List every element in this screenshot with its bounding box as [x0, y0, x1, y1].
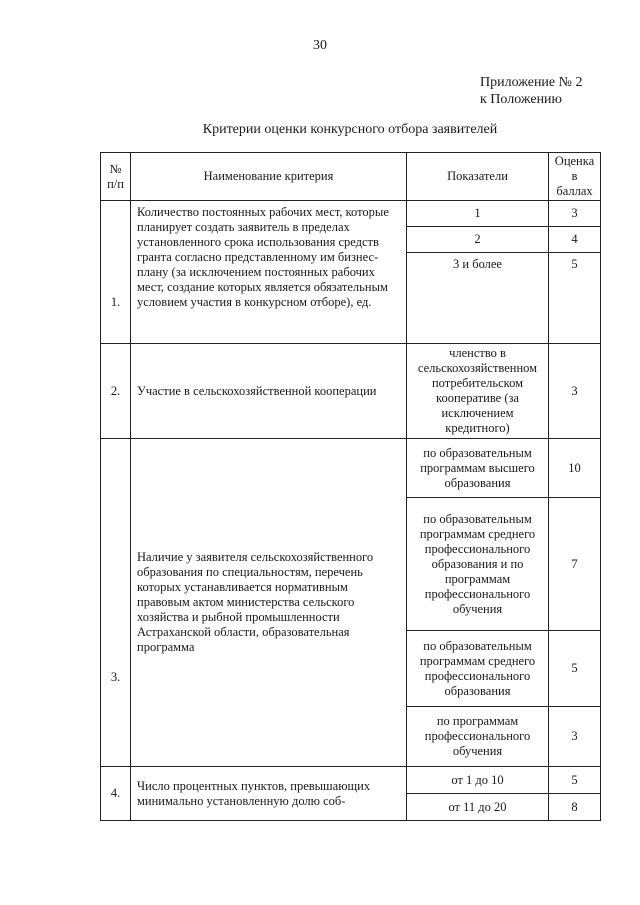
row-4-criterion: Число процентных пунктов, превышающих минимально установленную долю соб-: [131, 767, 407, 821]
table-row: [101, 439, 601, 498]
row-3-indicator-1: по образовательным программам высшего образования: [407, 439, 549, 498]
row-4-score-1: 5: [549, 767, 601, 794]
row-3-num: [101, 439, 131, 767]
header-score: Оценка в баллах: [549, 153, 601, 201]
table-row: [101, 201, 601, 227]
row-1-score-2: 4: [549, 227, 601, 253]
row-4-num: 4.: [101, 767, 131, 821]
row-1-num-text: 1.: [110, 294, 121, 309]
table-row: [101, 767, 601, 794]
row-1-score-1: 3: [549, 201, 601, 227]
page-number: 30: [313, 38, 327, 53]
appendix-line-2: к Положению: [480, 92, 563, 107]
header-indicators: Показатели: [407, 153, 549, 201]
row-2-indicator-1: членство в сельскохозяйственном потребительском кооперативе (за исключением кредитного): [407, 344, 549, 439]
criteria-table: [100, 152, 601, 821]
row-3-score-4: 3: [549, 707, 601, 767]
row-1-score-3: 5: [549, 253, 601, 344]
row-1-criterion: Количество постоянных рабочих мест, которые планирует создать заявитель в пределах установленного срока использования средств гранта согласно представленному им бизнес-плану (за исключением постоянных рабочих мест, создание которых является обязательным условием участия в конкурсном отборе), ед.: [131, 201, 407, 344]
row-4-indicator-2: от 11 до 20: [407, 794, 549, 821]
row-3-indicator-3: по образовательным программам среднего профессионального образования: [407, 631, 549, 707]
appendix-line-1: Приложение № 2: [480, 75, 583, 90]
row-1-num: [101, 201, 131, 344]
row-2-score-1: 3: [549, 344, 601, 439]
row-3-num-text: 3.: [110, 670, 121, 684]
row-3-criterion: Наличие у заявителя сельскохозяйственного образования по специальностям, перечень которых устанавливается нормативным правовым актом министерства сельского хозяйства и рыбной промышленности Астраханской области, образовательная программа: [131, 439, 407, 767]
row-4-score-2: 8: [549, 794, 601, 821]
row-1-indicator-3: 3 и более: [407, 253, 549, 344]
row-1-indicator-2: 2: [407, 227, 549, 253]
row-3-score-1: 10: [549, 439, 601, 498]
row-3-score-3: 5: [549, 631, 601, 707]
document-title: Критерии оценки конкурсного отбора заявителей: [202, 122, 498, 137]
row-3-indicator-2: по образовательным программам среднего профессионального образования и по программам профессионального обучения: [407, 498, 549, 631]
row-1-indicator-1: 1: [407, 201, 549, 227]
row-3-indicator-4: по программам профессионального обучения: [407, 707, 549, 767]
header-num: № п/п: [101, 153, 131, 201]
table-header-row: [101, 153, 601, 201]
row-2-num: 2.: [101, 344, 131, 439]
appendix-note: [480, 74, 583, 108]
row-3-score-2: 7: [549, 498, 601, 631]
row-2-criterion: Участие в сельскохозяйственной кооперации: [131, 344, 407, 439]
header-name: Наименование критерия: [131, 153, 407, 201]
row-4-indicator-1: от 1 до 10: [407, 767, 549, 794]
table-row: [101, 344, 601, 439]
